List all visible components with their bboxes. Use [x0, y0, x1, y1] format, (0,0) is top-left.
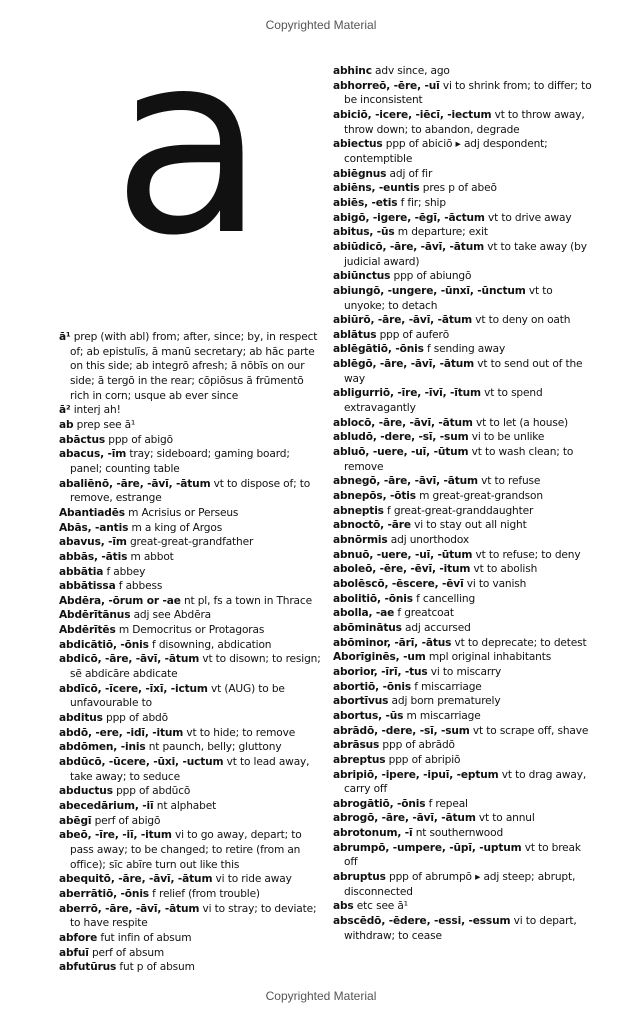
definition: vi to depart, withdraw; to cease [344, 915, 577, 942]
definition: m departure; exit [394, 226, 488, 239]
dictionary-entry [333, 533, 595, 548]
definition: vt to drag away, carry off [344, 768, 587, 796]
headword: abeō, -īre, -iī, -itum [59, 829, 172, 842]
definition: pres p of abeō [419, 182, 497, 195]
headword: abiēgnus [333, 167, 387, 180]
headword: ablātus [333, 328, 377, 341]
definition: vt to break off [344, 841, 581, 869]
headword: abnuō, -uere, -uī, -ūtum [333, 548, 473, 561]
dictionary-entry [59, 403, 321, 418]
definition: vt to refuse [477, 475, 541, 488]
definition: vi to miscarry [427, 665, 502, 678]
definition: vt to annul [475, 812, 535, 825]
dictionary-entry [333, 680, 595, 695]
definition: f sending away [423, 343, 506, 356]
definition: vi to stray; to deviate; to have respite [70, 902, 317, 930]
headword: abiēns, -euntis [333, 182, 420, 195]
dictionary-entry [333, 811, 595, 826]
dictionary-entry [333, 650, 595, 665]
dictionary-entry [333, 342, 595, 357]
definition: ppp of abiungō [390, 270, 472, 283]
definition: m abbot [127, 550, 174, 563]
dictionary-entry [59, 447, 321, 476]
page-footer: Copyrighted Material [265, 989, 377, 1003]
definition: vi to be unlike [468, 431, 545, 444]
headword: abreptus [333, 753, 386, 766]
section-letter: a [112, 0, 266, 290]
dictionary-entry [333, 797, 595, 812]
definition: adj accursed [401, 621, 471, 634]
definition: vt to hide; to remove [183, 726, 296, 739]
definition: vi to vanish [463, 577, 527, 590]
headword: abnepōs, -ōtis [333, 490, 416, 503]
headword: abs [333, 900, 354, 913]
headword: abecedārium, -iī [59, 800, 154, 812]
headword: abdō, -ere, -idī, -itum [59, 726, 184, 739]
dictionary-entry [59, 784, 321, 799]
dictionary-entry [59, 902, 321, 931]
definition: f fir; ship [397, 196, 446, 209]
headword: abdicātiō, -ōnis [59, 638, 149, 651]
headword: aberrō, -āre, -āvī, -ātum [59, 902, 200, 915]
headword: abnegō, -āre, -āvī, -ātum [333, 475, 478, 488]
dictionary-entry [333, 328, 595, 343]
headword: abbātia [59, 565, 104, 578]
dictionary-entry [59, 608, 321, 623]
definition: etc see ā¹ [353, 900, 408, 913]
headword: Aborīginēs, -um [333, 651, 426, 664]
definition: vt to spend extravagantly [344, 387, 543, 415]
definition: vt to let (a house) [472, 416, 569, 429]
headword: abolla, -ae [333, 607, 395, 620]
headword: abrāsus [333, 739, 380, 752]
dictionary-entry [333, 64, 595, 79]
definition: fut p of absum [116, 961, 195, 974]
dictionary-entry [59, 579, 321, 594]
headword: abolēscō, -ēscere, -ēvī [333, 577, 464, 590]
dictionary-entry [333, 548, 595, 563]
headword: ab [59, 418, 74, 431]
dictionary-entry [333, 269, 595, 284]
dictionary-entry [333, 181, 595, 196]
headword: abāctus [59, 433, 106, 446]
dictionary-entry [333, 753, 595, 768]
dictionary-entry [333, 621, 595, 636]
definition: fut infin of absum [97, 931, 192, 944]
headword: ablēgātiō, -ōnis [333, 343, 424, 356]
headword: abolitiō, -ōnis [333, 592, 413, 605]
dictionary-entry [59, 535, 321, 550]
definition: f disowning, abdication [148, 638, 272, 651]
dictionary-entry [59, 960, 321, 975]
headword: abiūrō, -āre, -āvī, -ātum [333, 314, 473, 327]
dictionary-entry [333, 826, 595, 841]
dictionary-entry [333, 225, 595, 240]
headword: ā¹ [59, 331, 71, 343]
dictionary-entry [333, 313, 595, 328]
dictionary-entry [59, 755, 321, 784]
definition: adj see Abdēra [130, 609, 211, 622]
headword: abneptis [333, 504, 384, 517]
dictionary-entry [333, 577, 595, 592]
definition: vt to throw away, throw down; to abandon, degrade [344, 108, 585, 136]
dictionary-entry [59, 330, 321, 403]
definition: vt to take away (by judicial award) [344, 240, 587, 268]
headword: abnōrmis [333, 534, 388, 546]
definition: f cancelling [412, 592, 476, 605]
definition: vt to dispose of; to remove, estrange [70, 477, 311, 505]
definition: vi to stay out all night [410, 519, 527, 532]
headword: abortus, -ūs [333, 709, 404, 722]
dictionary-entry [59, 565, 321, 580]
headword: abortīvus [333, 695, 389, 708]
headword: abligurriō, -īre, -īvī, -ītum [333, 387, 481, 400]
headword: aborior, -īrī, -tus [333, 665, 428, 678]
dictionary-entry [333, 137, 595, 166]
dictionary-entry [59, 740, 321, 755]
definition: prep see ā¹ [73, 418, 136, 431]
headword: abdicō, -āre, -āvī, -ātum [59, 653, 200, 666]
dictionary-entry [333, 108, 595, 137]
headword: abortiō, -ōnis [333, 680, 411, 693]
dictionary-entry [59, 433, 321, 448]
definition: f miscarriage [410, 680, 482, 693]
dictionary-entry [333, 79, 595, 108]
headword: abōminātus [333, 621, 402, 634]
definition: vt to drive away [484, 211, 572, 224]
definition: m a king of Argos [128, 521, 223, 534]
definition: great-great-grandfather [126, 536, 254, 549]
definition: f relief (from trouble) [148, 887, 260, 900]
definition: vt to refuse; to deny [472, 548, 581, 561]
headword: abiungō, -ungere, -ūnxī, -ūnctum [333, 284, 526, 297]
headword: abductus [59, 785, 113, 798]
definition: adj unorthodox [387, 534, 469, 546]
definition: nt alphabet [153, 800, 217, 812]
dictionary-entry [333, 357, 595, 386]
definition: ppp of abigō [105, 433, 173, 446]
definition: f abbess [115, 580, 163, 593]
definition: vi to ride away [212, 873, 292, 886]
headword: aberrātiō, -ōnis [59, 887, 149, 900]
dictionary-entry [59, 623, 321, 638]
headword: abluō, -uere, -uī, -ūtum [333, 446, 469, 459]
dictionary-entry [333, 914, 595, 943]
headword: abiectus [333, 138, 383, 151]
dictionary-entry [333, 562, 595, 577]
headword: abditus [59, 712, 103, 725]
definition: ppp of abrādō [379, 739, 455, 752]
headword: abrumpō, -umpere, -ūpī, -uptum [333, 841, 522, 854]
definition: ppp of abrumpō ▸ adj steep; abrupt, disconnected [344, 871, 576, 898]
definition: vt (AUG) to be unfavourable to [70, 682, 285, 710]
headword: Abdērītēs [59, 624, 116, 637]
dictionary-entry [59, 828, 321, 872]
dictionary-entry [333, 870, 595, 899]
headword: Abdērītānus [59, 609, 131, 622]
dictionary-entry [333, 694, 595, 709]
dictionary-entry [59, 726, 321, 741]
page-header: Copyrighted Material [265, 18, 377, 32]
headword: abfutūrus [59, 961, 117, 974]
dictionary-entry [59, 652, 321, 681]
dictionary-entry [333, 474, 595, 489]
definition: mpl original inhabitants [425, 651, 552, 664]
definition: vt to abolish [470, 563, 538, 576]
dictionary-entry [59, 521, 321, 536]
headword: abrādō, -dere, -sī, -sum [333, 724, 470, 737]
dictionary-entry [59, 872, 321, 887]
dictionary-entry [333, 665, 595, 680]
dictionary-entry [59, 594, 321, 609]
dictionary-entry [333, 724, 595, 739]
headword: abnoctō, -āre [333, 519, 411, 532]
headword: abequitō, -āre, -āvī, -ātum [59, 873, 213, 886]
headword: abēgī [59, 814, 92, 827]
headword: abludō, -dere, -sī, -sum [333, 431, 469, 444]
headword: abbātissa [59, 580, 116, 593]
definition: vt to unyoke; to detach [344, 284, 553, 312]
definition: adv since, ago [371, 65, 450, 77]
dictionary-entry [333, 636, 595, 651]
dictionary-entry [333, 196, 595, 211]
definition: ppp of abdō [102, 712, 168, 725]
definition: m miscarriage [403, 709, 481, 722]
definition: nt southernwood [412, 827, 504, 840]
definition: ppp of abdūcō [112, 785, 191, 798]
definition: vt to deny on oath [472, 314, 571, 327]
headword: Abantiadēs [59, 506, 125, 519]
dictionary-entry [59, 799, 321, 814]
definition: vt to deprecate; to detest [451, 636, 587, 649]
definition: nt pl, fs a town in Thrace [180, 594, 312, 607]
dictionary-entry [333, 518, 595, 533]
dictionary-entry [333, 899, 595, 914]
definition: f great-great-granddaughter [383, 504, 534, 517]
headword: Abdēra, -ōrum or -ae [59, 594, 181, 607]
headword: abdōmen, -inis [59, 741, 146, 754]
definition: vt to wash clean; to remove [344, 446, 574, 473]
dictionary-entry [59, 477, 321, 506]
headword: abiūnctus [333, 270, 391, 283]
definition: adj of fir [386, 167, 433, 180]
headword: abiūdicō, -āre, -āvī, -ātum [333, 240, 484, 253]
definition: nt paunch, belly; gluttony [145, 741, 282, 754]
headword: abrogātiō, -ōnis [333, 797, 426, 810]
dictionary-entry [59, 814, 321, 829]
dictionary-entry [59, 946, 321, 961]
definition: f abbey [103, 565, 146, 578]
headword: abdīcō, -īcere, -īxī, -ictum [59, 682, 208, 695]
definition: prep (with abl) from; after, since; by, in respect of; ab epistulīs, ā manū secretary; ab hāc parte on this side; ab integrō afresh; ā nōbīs on our side; ā tergō in the rear; cōpiōsus ā frūmentō rich in corn; usque ab ever since [70, 331, 318, 402]
dictionary-entry [59, 418, 321, 433]
definition: vt to lead away, take away; to seduce [70, 756, 310, 783]
headword: aboleō, -ēre, -ēvī, -itum [333, 563, 471, 576]
definition: m great-great-grandson [415, 490, 543, 503]
dictionary-entry [59, 550, 321, 565]
headword: abripiō, -ipere, -ipuī, -eptum [333, 768, 499, 781]
headword: abhorreō, -ēre, -uī [333, 79, 440, 92]
headword: abiēs, -etis [333, 196, 398, 209]
definition: vi to go away, depart; to pass away; to be changed; to retire (from an office); sīc abīre turn out like this [70, 829, 302, 871]
dictionary-entry [333, 738, 595, 753]
definition: interj ah! [70, 404, 121, 417]
headword: abrotonum, -ī [333, 827, 413, 840]
headword: Abās, -antis [59, 521, 129, 534]
dictionary-entry [59, 931, 321, 946]
definition: perf of absum [88, 946, 165, 959]
dictionary-entry [333, 386, 595, 415]
dictionary-entry [333, 284, 595, 313]
dictionary-entry [59, 711, 321, 726]
headword: abitus, -ūs [333, 226, 395, 239]
right-column [333, 64, 595, 943]
dictionary-entry [333, 841, 595, 870]
definition: f greatcoat [394, 607, 454, 620]
definition: vt to send out of the way [344, 358, 583, 385]
headword: ā² [59, 404, 71, 417]
left-column [59, 330, 321, 975]
headword: abfore [59, 931, 98, 944]
dictionary-entry [333, 211, 595, 226]
headword: abdūcō, -ūcere, -ūxi, -uctum [59, 756, 224, 769]
dictionary-entry [333, 445, 595, 474]
headword: abscēdō, -ēdere, -essi, -essum [333, 915, 511, 928]
definition: m Acrisius or Perseus [124, 506, 239, 519]
dictionary-entry [333, 504, 595, 519]
definition: vt to scrape off, shave [469, 724, 589, 737]
definition: ppp of abiciō ▸ adj despondent; contemptible [344, 138, 548, 165]
definition: tray; sideboard; gaming board; panel; counting table [70, 448, 290, 475]
headword: abbās, -ātis [59, 550, 128, 563]
headword: abrogō, -āre, -āvī, -ātum [333, 812, 476, 825]
dictionary-entry [333, 768, 595, 797]
headword: abruptus [333, 871, 386, 884]
headword: ablocō, -āre, -āvī, -ātum [333, 416, 473, 429]
headword: abaliēnō, -āre, -āvī, -ātum [59, 477, 211, 490]
headword: ablēgō, -āre, -āvī, -ātum [333, 358, 475, 371]
headword: abacus, -īm [59, 448, 127, 461]
dictionary-entry [333, 167, 595, 182]
definition: m Democritus or Protagoras [115, 624, 265, 637]
dictionary-entry [59, 887, 321, 902]
dictionary-entry [59, 506, 321, 521]
headword: abavus, -īm [59, 536, 127, 549]
headword: abiciō, -icere, -iēcī, -iectum [333, 108, 492, 121]
definition: perf of abigō [91, 814, 161, 827]
definition: adj born prematurely [388, 695, 501, 708]
dictionary-entry [333, 489, 595, 504]
definition: ppp of auferō [376, 328, 450, 341]
dictionary-entry [333, 430, 595, 445]
headword: abōminor, -ārī, -ātus [333, 636, 452, 649]
definition: f repeal [425, 797, 468, 810]
dictionary-entry [333, 592, 595, 607]
headword: abfuī [59, 946, 89, 959]
headword: abhinc [333, 65, 372, 77]
dictionary-entry [59, 638, 321, 653]
dictionary-entry [59, 682, 321, 711]
dictionary-entry [333, 416, 595, 431]
dictionary-entry [333, 709, 595, 724]
dictionary-entry [333, 606, 595, 621]
definition: vi to shrink from; to differ; to be inconsistent [344, 79, 592, 107]
definition: ppp of abripiō [385, 753, 461, 766]
definition: vt to disown; to resign; sē abdicāre abdicate [70, 653, 321, 681]
dictionary-entry [333, 240, 595, 269]
headword: abigō, -igere, -ēgī, -āctum [333, 211, 485, 224]
